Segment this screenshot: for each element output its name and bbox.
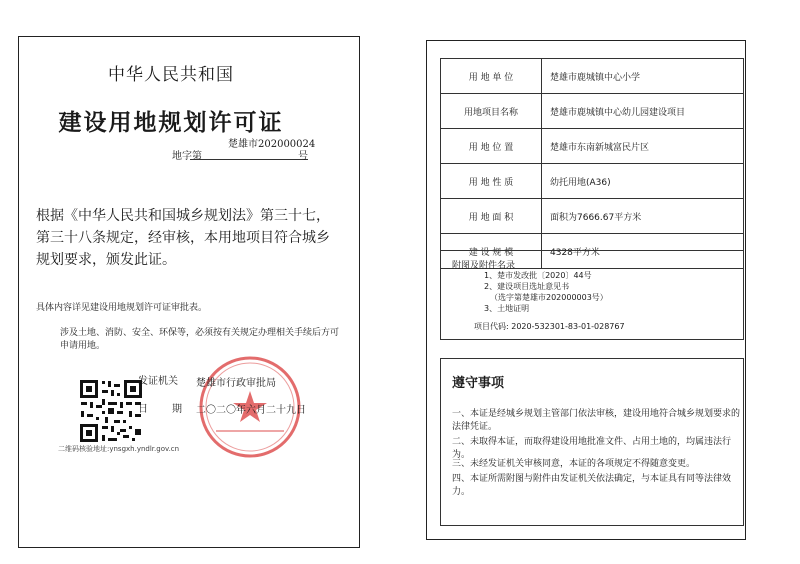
date-label-day: 日 — [138, 404, 148, 415]
project-code: 项目代码: 2020-532301-83-01-028767 — [474, 322, 625, 331]
rule-item: 二、未取得本证，而取得建设用地批准文件、占用土地的，均属违法行为。 — [452, 437, 732, 460]
qr-code[interactable] — [78, 378, 144, 444]
table-row — [441, 59, 744, 94]
table-row — [441, 94, 744, 129]
land-use-value: 幼托用地(A36) — [542, 164, 744, 199]
certificate-number-suffix: 号 — [298, 151, 308, 162]
issuer-label: 发证机关 — [138, 376, 178, 387]
certificate-number-prefix: 地字第 — [172, 151, 202, 162]
land-unit-value: 楚雄市鹿城镇中心小学 — [542, 59, 744, 94]
location-value: 楚雄市东南新城富民片区 — [542, 129, 744, 164]
land-use-label: 用 地 性 质 — [441, 164, 542, 199]
issue-date: 二〇二〇年六月二十九日 — [196, 405, 306, 416]
land-info-table — [440, 58, 744, 269]
attachment-item: （选字第楚雄市202000003号） — [490, 293, 608, 302]
project-name-label: 用地项目名称 — [441, 94, 542, 129]
compliance-note: 涉及土地、消防、安全、环保等，必须按有关规定办理相关手续后方可申请用地。 — [60, 328, 340, 351]
issuer-value: 楚雄市行政审批局 — [196, 378, 276, 389]
certificate-title: 建设用地规划许可证 — [58, 110, 284, 136]
land-area-value: 面积为7666.67平方米 — [542, 199, 744, 234]
land-unit-label: 用 地 单 位 — [441, 59, 542, 94]
certificate-body-text: 根据《中华人民共和国城乡规划法》第三十七，第三十八条规定，经审核，本用地项目符合城乡规划要求，颁发此证。 — [36, 208, 330, 268]
qr-verify-caption: 二维码核验地址:ynsgxh.yndlr.gov.cn — [58, 445, 180, 453]
rule-item: 四、本证所需附图与附件由发证机关依法确定，与本证具有同等法律效力。 — [452, 474, 732, 497]
land-area-label: 用 地 面 积 — [441, 199, 542, 234]
certificate-number: 楚雄市202000024 — [228, 139, 316, 150]
build-scale-value: 4328平方米 — [542, 234, 744, 269]
attachment-item: 3、土地证明 — [484, 304, 530, 313]
build-scale-label: 建 设 规 模 — [441, 234, 542, 269]
rule-item: 三、未经发证机关审核同意，本证的各项规定不得随意变更。 — [452, 459, 696, 469]
table-row — [441, 164, 744, 199]
date-label-period: 期 — [172, 404, 182, 415]
location-label: 用 地 位 置 — [441, 129, 542, 164]
country-heading: 中华人民共和国 — [108, 65, 234, 85]
table-row — [441, 199, 744, 234]
detail-note: 具体内容详见建设用地规划许可证审批表。 — [36, 303, 208, 313]
project-name-value: 楚雄市鹿城镇中心幼儿园建设项目 — [542, 94, 744, 129]
attachment-item: 1、楚市发改批〔2020〕44号 — [484, 271, 592, 280]
table-row — [441, 129, 744, 164]
rules-title: 遵守事项 — [452, 376, 505, 391]
rule-item: 一、本证是经城乡规划主管部门依法审核，建设用地符合城乡规划要求的法律凭证。 — [452, 409, 741, 432]
attachments-title: 附图及附件名录 — [452, 261, 516, 271]
certificate-number-underline — [190, 159, 308, 160]
attachment-item: 2、建设项目选址意见书 — [484, 282, 570, 291]
